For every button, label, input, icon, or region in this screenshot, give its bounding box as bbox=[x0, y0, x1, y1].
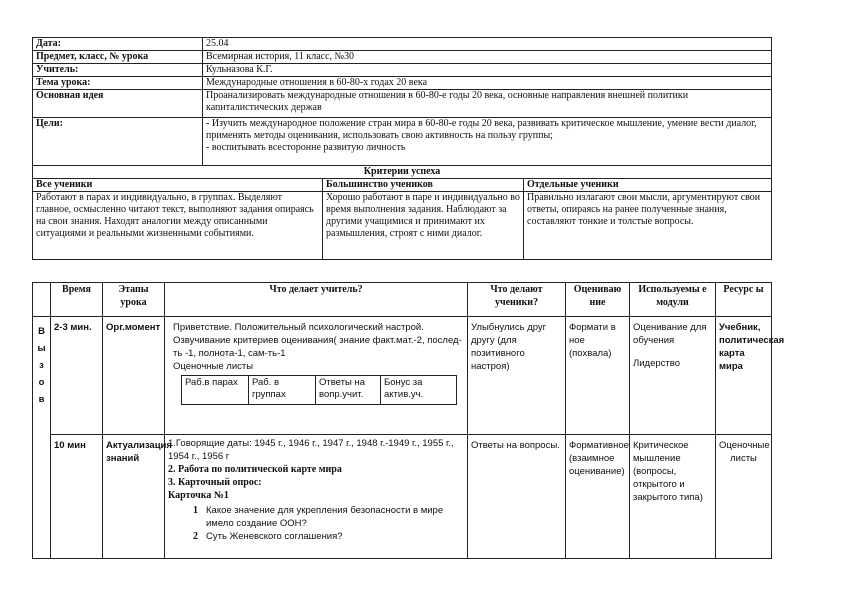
row1-assessment: Формати в ное (похвала) bbox=[566, 317, 630, 435]
row2-assessment: Формативное (взаимное оценивание) bbox=[566, 435, 630, 559]
row2-teacher-line2: 2. Работа по политической карте мира bbox=[168, 464, 342, 475]
row2-teacher-line1: 1.Говорящие даты: 1945 г., 1946 г., 1947 г., 1948 г.-1949 г., 1955 г., 1954 г., 1956 г bbox=[168, 438, 454, 462]
main-idea-label: Основная идея bbox=[33, 90, 203, 118]
teacher-actions-header: Что делает учитель? bbox=[165, 283, 468, 317]
row1-stage: Орг.момент bbox=[103, 317, 165, 435]
lesson-stages-table bbox=[32, 282, 785, 559]
row1-time: 2-3 мин. bbox=[51, 317, 103, 435]
row2-teacher-actions bbox=[165, 435, 468, 559]
criteria-title: Критерии успеха bbox=[33, 166, 772, 179]
subject-label: Предмет, класс, № урока bbox=[33, 51, 203, 64]
stages-header: Этапы урока bbox=[103, 283, 165, 317]
assessment-header: Оцениваю ние bbox=[566, 283, 630, 317]
side-label-vyzov: В ы з о в bbox=[33, 317, 51, 559]
score-sheet-table bbox=[181, 375, 457, 405]
main-idea-value: Проанализировать международные отношения в 60-80-е годы 20 века, основные направления внешней политики капиталистических держав bbox=[203, 90, 772, 118]
criteria-some-text: Правильно излагают свои мысли, аргументируют свои ответы, опираясь на ранее полученные знания, составляют тонкие и толстые вопросы. bbox=[524, 192, 772, 260]
student-actions-header: Что делают ученики? bbox=[468, 283, 566, 317]
topic-label: Тема урока: bbox=[33, 77, 203, 90]
row1-student-actions: Улыбнулись друг другу (для позитивного настроя) bbox=[468, 317, 566, 435]
goals-label: Цели: bbox=[33, 118, 203, 166]
teacher-label: Учитель: bbox=[33, 64, 203, 77]
row2-time: 10 мин bbox=[51, 435, 103, 559]
date-label: Дата: bbox=[33, 38, 203, 51]
row1-teacher-line2: Озвучивание критериев оценивания( знание факт.мат.-2, послед-ть -1, полнота-1, сам-ть-1 bbox=[173, 335, 462, 359]
side-header-cell bbox=[33, 283, 51, 317]
row1-module-2: Лидерство bbox=[633, 358, 680, 369]
subject-value: Всемирная история, 11 класс, №30 bbox=[203, 51, 772, 64]
score-sheet-col3: Ответы на вопр.учит. bbox=[316, 376, 381, 405]
row2-stage: Актуализация знаний bbox=[103, 435, 165, 559]
criteria-some-title: Отдельные ученики bbox=[524, 179, 772, 192]
row1-teacher-actions bbox=[165, 317, 468, 435]
criteria-all-text: Работают в парах и индивидуально, в группах. Выделяют главное, осмысленно читают текст, выполняют задания опираясь на свои знания. Находят аналогии между описанными ситуациями и реальными жизненными событиями. bbox=[33, 192, 323, 260]
card-questions bbox=[168, 504, 464, 543]
row1-resources: Учебник, политическая карта мира bbox=[716, 317, 772, 435]
row1-teacher-line1: Приветствие. Положительный психологический настрой. bbox=[173, 322, 424, 333]
goals-item-1: - Изучить международное положение стран мира в 60-80-е годы 20 века, развивать критическое мышление, умение вести диалог, применять методы оценивания, использовать свою активность на пользу группы; bbox=[206, 118, 757, 141]
criteria-all-title: Все ученики bbox=[33, 179, 323, 192]
row2-student-actions: Ответы на вопросы. bbox=[468, 435, 566, 559]
row1-modules bbox=[630, 317, 716, 435]
row2-resources: Оценочные листы bbox=[716, 435, 772, 559]
row1-module-1: Оценивание для обучения bbox=[633, 322, 707, 346]
row2-teacher-line3: 3. Карточный опрос: bbox=[168, 477, 262, 488]
date-value: 25.04 bbox=[203, 38, 772, 51]
criteria-most-text: Хорошо работают в паре и индивидуально во время выполнения задания. Наблюдают за другими учащимися и принимают их размышления, строят с ними диалог. bbox=[323, 192, 524, 260]
topic-value: Международные отношения в 60-80-х годах 20 века bbox=[203, 77, 772, 90]
goals-value bbox=[203, 118, 772, 166]
row1-teacher-line3: Оценочные листы bbox=[173, 361, 254, 372]
goals-item-2: - воспитывать всесторонне развитую личность bbox=[206, 142, 406, 153]
lesson-info-table bbox=[32, 37, 772, 260]
criteria-most-title: Большинство учеников bbox=[323, 179, 524, 192]
teacher-value: Кульназова К.Г. bbox=[203, 64, 772, 77]
score-sheet-col2: Раб. в группах bbox=[249, 376, 316, 405]
resources-header: Ресурс ы bbox=[716, 283, 772, 317]
score-sheet-col1: Раб.в парах bbox=[182, 376, 249, 405]
card-question-2: 2 Суть Женевского соглашения? bbox=[193, 531, 343, 542]
time-header: Время bbox=[51, 283, 103, 317]
card-title: Карточка №1 bbox=[168, 490, 229, 501]
card-question-1: 1 Какое значение для укрепления безопасности в мире имело создание ООН? bbox=[193, 505, 444, 529]
row2-modules: Критическое мышление (вопросы, открытого и закрытого типа) bbox=[630, 435, 716, 559]
modules-header: Используемы е модули bbox=[630, 283, 716, 317]
score-sheet-col4: Бонус за актив.уч. bbox=[381, 376, 457, 405]
